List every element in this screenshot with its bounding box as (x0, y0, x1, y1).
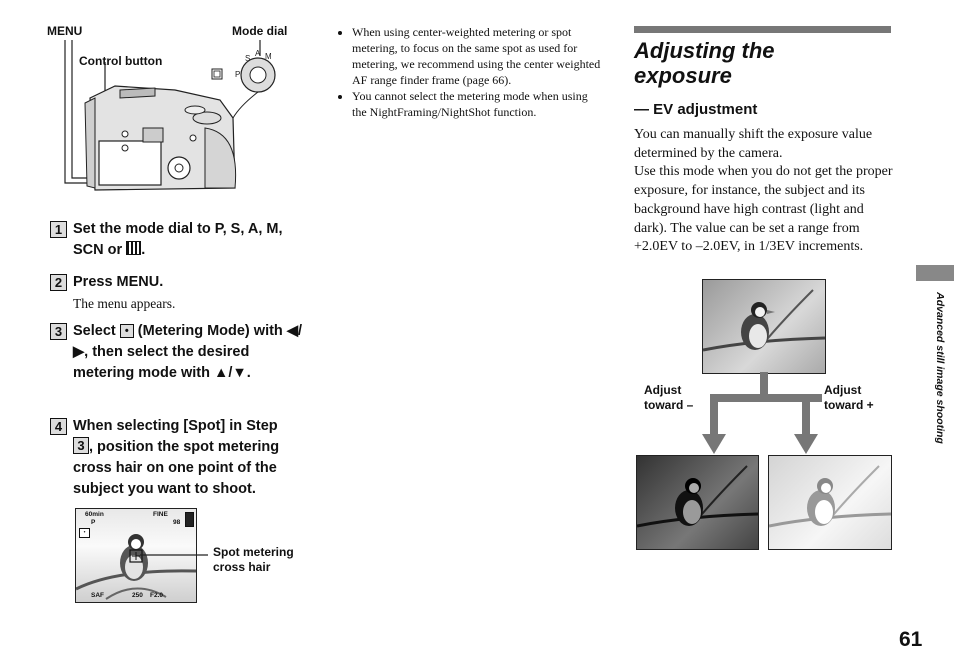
svg-text:M: M (265, 52, 272, 61)
notes-list (340, 24, 602, 120)
lcd-metering-icon: • (79, 528, 90, 538)
adjust-minus-label (644, 383, 693, 413)
svg-text:A: A (255, 49, 261, 58)
step-number: 1 (50, 221, 67, 238)
lcd-count: 98 (173, 519, 181, 526)
movie-icon (126, 241, 141, 255)
step-reference-icon: 3 (73, 437, 89, 454)
menu-callout: MENU (47, 24, 83, 38)
step-2-text: Press MENU. (73, 274, 164, 290)
adjust-minus-line-2: toward – (644, 398, 694, 412)
step-3-text-c: , then select the desired metering mode with (73, 344, 250, 381)
step-4-text-a: When selecting [Spot] in Step (73, 418, 278, 434)
step-number: 3 (50, 323, 67, 340)
note-item: • You cannot select the metering mode when using the NightFraming/NightShot function. (352, 88, 602, 120)
lcd-mode: P (91, 519, 96, 526)
metering-mode-icon: • (120, 324, 134, 338)
lcd-battery-icon (185, 512, 194, 527)
lcd-quality: FINE (153, 511, 168, 518)
title-rule (634, 26, 891, 33)
step-2-sub: The menu appears. (73, 296, 176, 311)
step-1-text: Set the mode dial to P, S, A, M, SCN or (73, 221, 283, 258)
spot-metering-callout (213, 545, 294, 575)
page-number: 61 (899, 628, 923, 651)
svg-text:S: S (245, 54, 251, 63)
page-title-line-1: Adjusting the (634, 38, 775, 63)
note-item: • When using center-weighted metering or spot metering, to focus on the same spot as used for metering, we recommend using the center weighted AF range finder frame (page 66). (352, 24, 602, 88)
step-3-text-d: . (246, 365, 251, 381)
step-number: 2 (50, 274, 67, 291)
adjust-plus-label (824, 383, 874, 413)
body-paragraph: You can manually shift the exposure value determined by the camera. (634, 127, 873, 161)
lcd-shutter: 250 (132, 592, 143, 599)
body-paragraph: Use this mode when you do not get the proper exposure, for instance, the subject and its background have high contrast (light and dark). The value can be set a range from +2.0EV to –2.0EV, in 1/3EV increments. (634, 164, 893, 255)
lcd-aperture: F2.0 (150, 592, 164, 599)
cross-hair-label: cross hair (213, 560, 271, 574)
mode-dial-callout: Mode dial (232, 24, 288, 38)
adjust-plus-line-2: toward + (824, 398, 874, 412)
left-right-arrows-icon: ◀/▶ (73, 323, 303, 360)
up-down-arrows-icon: ▲/▼ (214, 365, 247, 381)
step-number: 4 (50, 418, 67, 435)
adjust-minus-line-1: Adjust (644, 383, 682, 397)
bird-photo-lighter (768, 455, 892, 550)
side-tab-label: Advanced still image shooting (934, 292, 946, 444)
camera-illustration (55, 38, 305, 198)
lcd-focus-mode: SAF (91, 592, 104, 599)
control-button-callout: Control button (79, 54, 163, 68)
cross-hair-leader (140, 545, 210, 565)
step-3-text-b: (Metering Mode) with (137, 323, 283, 339)
step-3-text-a: Select (73, 323, 116, 339)
bird-photo-normal (702, 279, 826, 374)
adjust-plus-line-1: Adjust (824, 383, 862, 397)
section-subtitle: — EV adjustment (634, 101, 758, 118)
spot-metering-label: Spot metering (213, 545, 294, 559)
step-4-text-b: , position the spot metering cross hair on one point of the subject you want to shoot. (73, 439, 280, 497)
svg-text:P: P (235, 70, 241, 79)
side-tab-marker (916, 265, 954, 281)
lcd-battery: 60min (85, 511, 104, 518)
bird-photo-darker (636, 455, 759, 550)
adjust-arrows (700, 372, 830, 456)
page-title-line-2: exposure (634, 63, 732, 88)
page-title (634, 38, 775, 88)
body-text (634, 126, 894, 257)
